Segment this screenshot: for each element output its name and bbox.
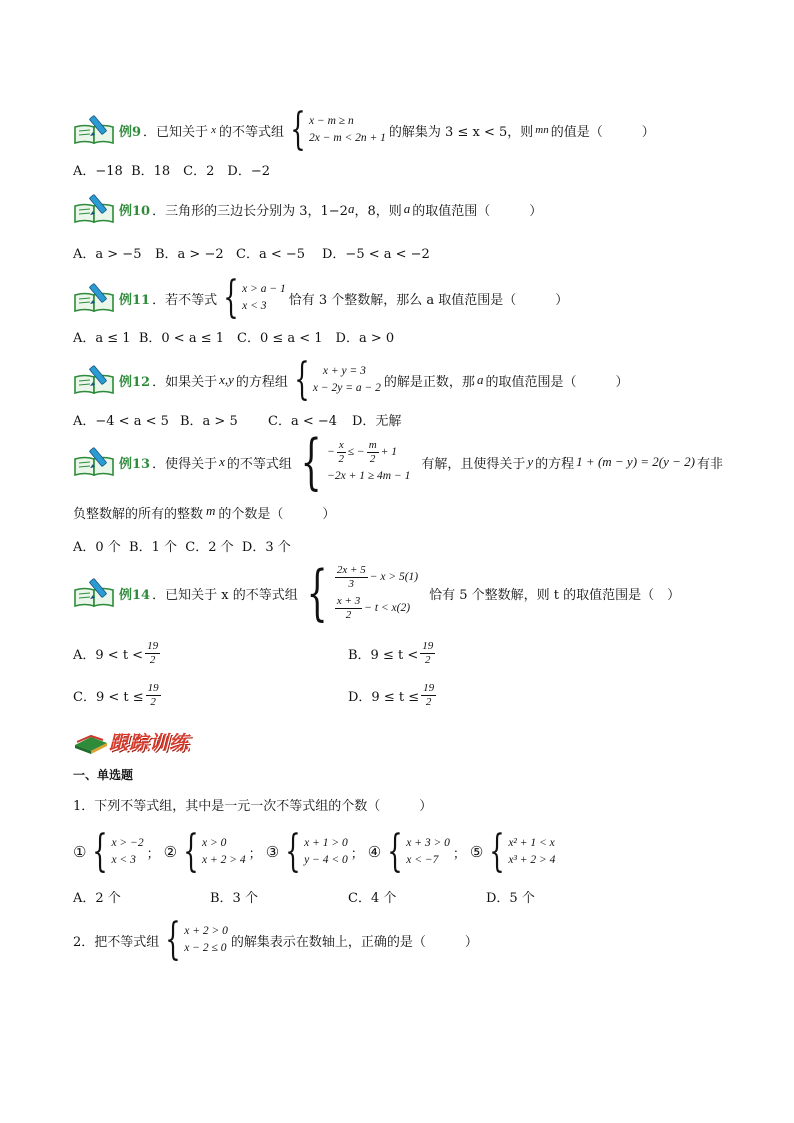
options: A．a ≤ 1 B．0 < a ≤ 1 C．0 ≤ a < 1 D．a > 0 [73, 331, 395, 346]
system-line: x < 3 [242, 300, 267, 312]
brace-icon: { [223, 272, 239, 323]
inequality-system [287, 104, 386, 155]
example-label: 例9 [119, 124, 142, 140]
minus-sign: − [327, 446, 335, 458]
numerator: 19 [147, 640, 159, 652]
question-2 [73, 914, 478, 965]
system-line: 2x − m < 2n + 1 [308, 132, 386, 144]
tracking-training-header [73, 728, 189, 755]
brace-icon: { [290, 104, 306, 155]
text: ．已知关于 x 的不等式组 [152, 587, 298, 603]
inequality-system [295, 427, 411, 497]
fraction [145, 640, 160, 667]
text: ．三角形的三边长分别为 3，1−2 [152, 203, 348, 219]
option-b [348, 640, 437, 667]
text: 恰有 5 个整数解，则 t 的取值范围是（ ） [429, 587, 681, 603]
options: A．0 个 B．1 个 C．2 个 D．3 个 [73, 540, 291, 555]
text: 的取值范围（ ） [412, 203, 543, 219]
numerator: 19 [422, 640, 434, 652]
text: 的解集表示在数轴上，正确的是（ ） [230, 934, 478, 950]
option-a: A．a > −5 [73, 247, 142, 262]
separator: ； [452, 846, 466, 862]
options: A．−18 B．18 C．2 D．−2 [73, 164, 270, 179]
example-label: 例10 [119, 203, 151, 219]
example-label: 例13 [119, 456, 151, 472]
option-text: B．9 ≤ t < [348, 648, 419, 663]
system-line: x + 3 > 0 [406, 837, 450, 849]
text: ．如果关于 [152, 374, 218, 390]
option-text: D．9 ≤ t ≤ [348, 690, 420, 705]
relation: ≤ − [347, 446, 365, 458]
brace-icon: { [165, 914, 181, 965]
fraction [146, 682, 161, 709]
system-line: x − m ≥ n [308, 115, 354, 127]
book-pencil-icon [73, 115, 117, 145]
example-label: 例14 [119, 587, 151, 603]
denominator: 2 [424, 654, 431, 666]
denominator: 2 [369, 452, 376, 465]
denominator: 2 [425, 696, 432, 708]
equation-system [291, 354, 381, 405]
example-10 [73, 194, 542, 224]
option-d [348, 682, 438, 709]
text: 负整数解的所有的整数 [73, 507, 204, 522]
math-var: x,y [219, 372, 234, 387]
system-line: x < 3 [111, 854, 136, 866]
numerator: x [338, 438, 344, 451]
text: 的解是正数，那 [383, 374, 475, 390]
brace-icon: { [306, 558, 328, 628]
option-a: A．−4 < a < 5 [73, 414, 169, 429]
text: 2．把不等式组 [73, 934, 160, 950]
option-b: B．a > 5 [180, 414, 238, 429]
separator: ； [146, 846, 160, 862]
circled-number: ④ [367, 843, 382, 861]
text: 的方程组 [235, 374, 288, 390]
brace-icon: { [183, 826, 199, 877]
fraction [335, 564, 368, 591]
question-1-systems [73, 826, 558, 877]
option-c [73, 682, 163, 709]
option-a: A．2 个 [73, 891, 121, 906]
brace-icon: { [387, 826, 403, 877]
book-pencil-icon [73, 365, 117, 395]
math-var: m [206, 503, 216, 518]
constant: + 1 [380, 446, 398, 458]
circled-number: ② [163, 843, 178, 861]
numerator: 19 [423, 682, 435, 694]
option-a [73, 640, 162, 667]
brace-icon: { [285, 826, 301, 877]
denominator: 2 [150, 696, 156, 708]
rest: − t < x(2) [364, 602, 411, 614]
tracking-training-title: 跟踪训练 [109, 732, 190, 754]
fraction [337, 439, 346, 466]
circled-number: ③ [265, 843, 280, 861]
system-line-1 [327, 439, 410, 466]
text: ．若不等式 [152, 292, 218, 308]
system-line-1 [333, 562, 418, 593]
system-line: x + 2 > 0 [184, 925, 228, 937]
numerator: m [368, 438, 377, 451]
separator: ； [248, 846, 262, 862]
example-label: 例12 [119, 374, 151, 390]
text: 的解集为 3 ≤ x < 5，则 [388, 124, 534, 140]
fraction [367, 439, 379, 466]
rest: − x > 5(1) [369, 571, 419, 583]
brace-icon: { [489, 826, 506, 877]
option-d: D．5 个 [486, 891, 535, 906]
circled-number: ① [73, 843, 87, 861]
math-var: x [219, 454, 225, 469]
denominator: 3 [348, 578, 355, 590]
text: ，8，则 [354, 203, 402, 219]
system-item [469, 826, 559, 877]
book-pencil-icon [73, 447, 117, 477]
option-d: D．无解 [352, 414, 402, 429]
option-b: B．a > −2 [155, 247, 224, 262]
separator: ； [350, 846, 364, 862]
math-var: a [476, 372, 484, 387]
math-var: mn [535, 124, 549, 136]
option-c: C．4 个 [348, 891, 397, 906]
system-line-2: −2x + 1 ≥ 4m − 1 [327, 469, 411, 482]
example-14 [73, 558, 681, 628]
system-line: x + y = 3 [322, 365, 366, 377]
brace-icon: { [300, 427, 322, 497]
circled-number: ⑤ [469, 843, 484, 861]
option-b: B．3 个 [210, 891, 258, 906]
text: 的值是（ ） [550, 124, 655, 140]
option-c: C．a < −5 [236, 247, 306, 262]
system-line: x + 1 > 0 [304, 837, 348, 849]
text: 的不等式组 [226, 456, 292, 472]
math-var: a [403, 201, 411, 216]
example-9 [73, 104, 655, 155]
system-item [367, 826, 470, 877]
fraction [420, 640, 435, 667]
inequality-system [220, 272, 286, 323]
example-12 [73, 354, 629, 405]
system-line: x > 0 [202, 837, 227, 849]
system-line-2 [333, 593, 418, 624]
option-c: C．a < −4 [268, 414, 338, 429]
numerator: 19 [147, 682, 159, 694]
numerator: 2x + 5 [336, 564, 366, 576]
system-line: x³ + 2 > 4 [508, 854, 556, 866]
book-pencil-icon [73, 283, 117, 313]
books-icon [73, 733, 109, 755]
system-line: x − 2 ≤ 0 [184, 942, 227, 954]
text: 的方程 [535, 456, 575, 472]
system-line: x − 2y = a − 2 [312, 382, 381, 394]
option-d: D．−5 < a < −2 [322, 247, 430, 262]
text: 有解，且使得关于 [421, 456, 526, 472]
text: 的个数是（ ） [218, 507, 336, 522]
example-11 [73, 272, 569, 323]
option-text: C．9 < t ≤ [73, 690, 144, 705]
book-pencil-icon [73, 578, 117, 608]
brace-icon: { [294, 354, 310, 405]
system-line: x > a − 1 [242, 283, 286, 295]
brace-icon: { [92, 826, 109, 877]
math-var: x [211, 124, 216, 136]
text: 有非 [697, 456, 724, 472]
text: ．已知关于 [143, 124, 209, 140]
section-title: 一、单选题 [73, 768, 134, 782]
system-item [265, 826, 368, 877]
system-line: x + 2 > 4 [202, 854, 246, 866]
denominator: 2 [149, 654, 156, 666]
text: ．使得关于 [152, 456, 218, 472]
book-pencil-icon [73, 194, 117, 224]
system-line: x < −7 [406, 854, 439, 866]
example-13 [73, 427, 724, 497]
option-text: A．9 < t < [73, 648, 144, 663]
system-item [163, 826, 266, 877]
equation: 1 + (m − y) = 2(y − 2) [576, 454, 696, 469]
example-label: 例11 [119, 292, 151, 308]
fraction [335, 595, 362, 622]
fraction [421, 682, 436, 709]
denominator: 2 [338, 452, 345, 465]
system-line: x > −2 [111, 837, 144, 849]
math-var: y [527, 454, 534, 469]
inequality-system [301, 558, 419, 628]
text: 恰有 3 个整数解，那么 a 取值范围是（ ） [288, 292, 569, 308]
system-line: x² + 1 < x [508, 837, 555, 849]
continuation-line [73, 503, 335, 522]
math-var: a [347, 201, 355, 216]
inequality-system [162, 914, 228, 965]
numerator: x + 3 [336, 595, 361, 607]
question-1: 1．下列不等式组，其中是一元一次不等式组的个数（ ） [73, 799, 433, 814]
denominator: 2 [345, 609, 352, 621]
system-line: y − 4 < 0 [304, 854, 348, 866]
text: 的取值范围是（ ） [485, 374, 629, 390]
system-item [73, 826, 164, 877]
text: 的不等式组 [218, 124, 284, 140]
